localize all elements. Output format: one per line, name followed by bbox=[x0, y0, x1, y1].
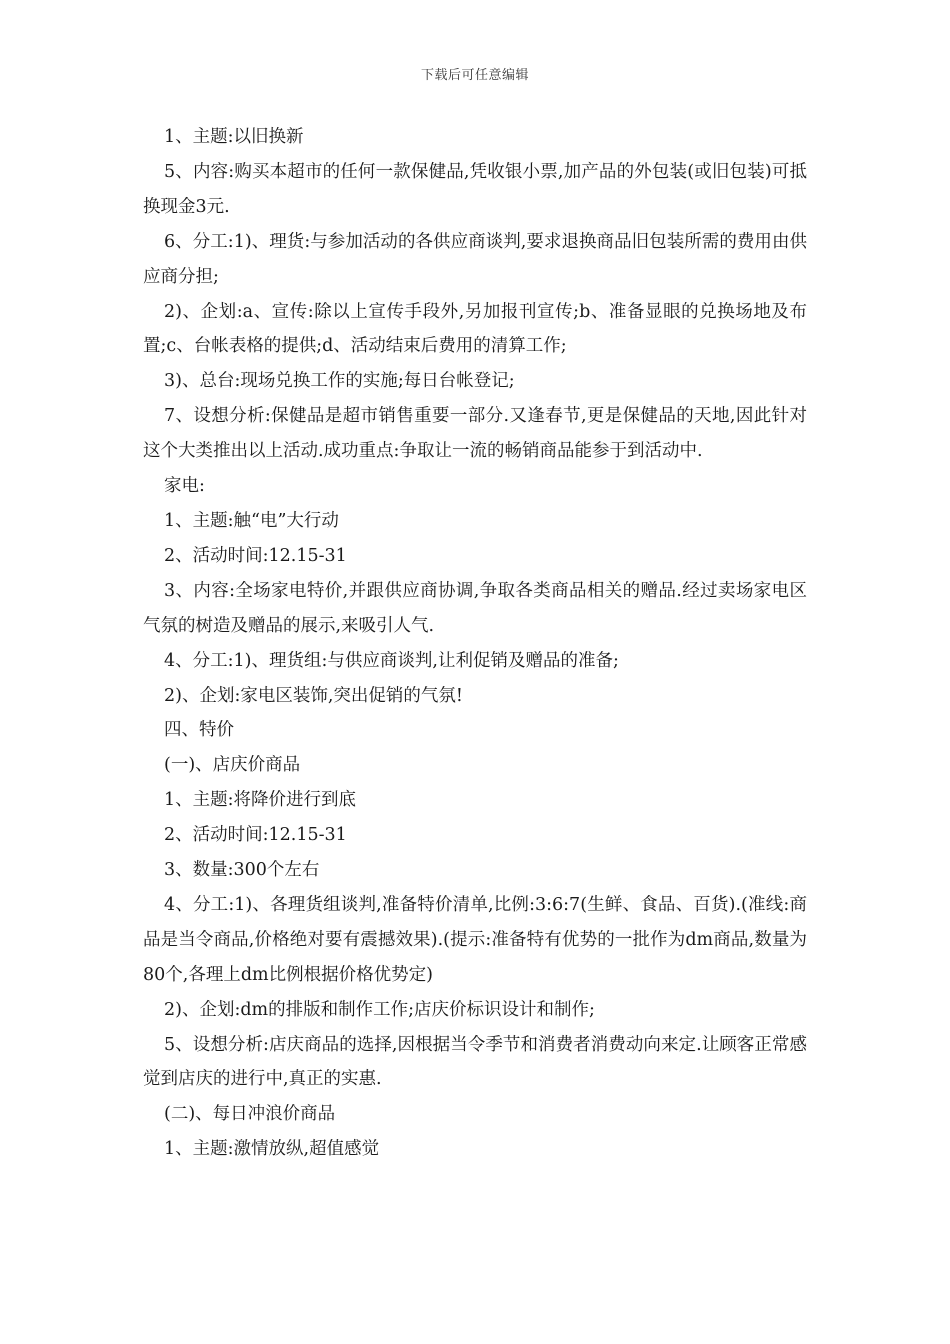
paragraph: 5、设想分析:店庆商品的选择,因根据当令季节和消费者消费动向来定.让顾客正常感觉到店庆的进行中,真正的实惠. bbox=[143, 1034, 807, 1090]
paragraph: 1、主题:激情放纵,超值感觉 bbox=[164, 1139, 380, 1160]
document-body bbox=[143, 120, 807, 1167]
paragraph: 3)、总台:现场兑换工作的实施;每日台帐登记; bbox=[164, 371, 515, 392]
paragraph: 3、数量:300个左右 bbox=[164, 860, 320, 881]
paragraph: 1、主题:将降价进行到底 bbox=[164, 790, 357, 811]
paragraph: 2、活动时间:12.15-31 bbox=[164, 545, 347, 566]
paragraph: 2)、企划:a、宣传:除以上宣传手段外,另加报刊宣传;b、准备显眼的兑换场地及布置;c、台帐表格的提供;d、活动结束后费用的清算工作; bbox=[143, 301, 807, 357]
paragraph: 5、内容:购买本超市的任何一款保健品,凭收银小票,加产品的外包装(或旧包装)可抵换现金3元. bbox=[143, 161, 807, 217]
paragraph: 3、内容:全场家电特价,并跟供应商协调,争取各类商品相关的赠品.经过卖场家电区气氛的树造及赠品的展示,来吸引人气. bbox=[143, 580, 807, 636]
paragraph: 2、活动时间:12.15-31 bbox=[164, 825, 347, 846]
paragraph: 1、主题:触“电”大行动 bbox=[164, 510, 339, 531]
paragraph: 4、分工:1)、理货组:与供应商谈判,让利促销及赠品的准备; bbox=[164, 650, 619, 671]
paragraph: 2)、企划:家电区装饰,突出促销的气氛! bbox=[164, 685, 463, 706]
paragraph: 2)、企划:dm的排版和制作工作;店庆价标识设计和制作; bbox=[164, 999, 595, 1020]
paragraph: 家电: bbox=[164, 476, 205, 497]
paragraph: (一)、店庆价商品 bbox=[164, 755, 301, 776]
page-header: 下载后可任意编辑 bbox=[420, 68, 529, 83]
paragraph: 6、分工:1)、理货:与参加活动的各供应商谈判,要求退换商品旧包装所需的费用由供应商分担; bbox=[143, 231, 807, 287]
paragraph: (二)、每日冲浪价商品 bbox=[164, 1104, 336, 1125]
paragraph: 四、特价 bbox=[164, 720, 234, 741]
paragraph: 7、设想分析:保健品是超市销售重要一部分.又逢春节,更是保健品的天地,因此针对这个大类推出以上活动.成功重点:争取让一流的畅销商品能参于到活动中. bbox=[143, 406, 807, 462]
paragraph: 1、主题:以旧换新 bbox=[164, 127, 304, 147]
paragraph: 4、分工:1)、各理货组谈判,准备特价清单,比例:3:6:7(生鲜、食品、百货).(准线:商品是当令商品,价格绝对要有震撼效果).(提示:准备特有优势的一批作为dm商品,数量为80个,各理上dm比例根据价格优势定) bbox=[143, 894, 807, 985]
